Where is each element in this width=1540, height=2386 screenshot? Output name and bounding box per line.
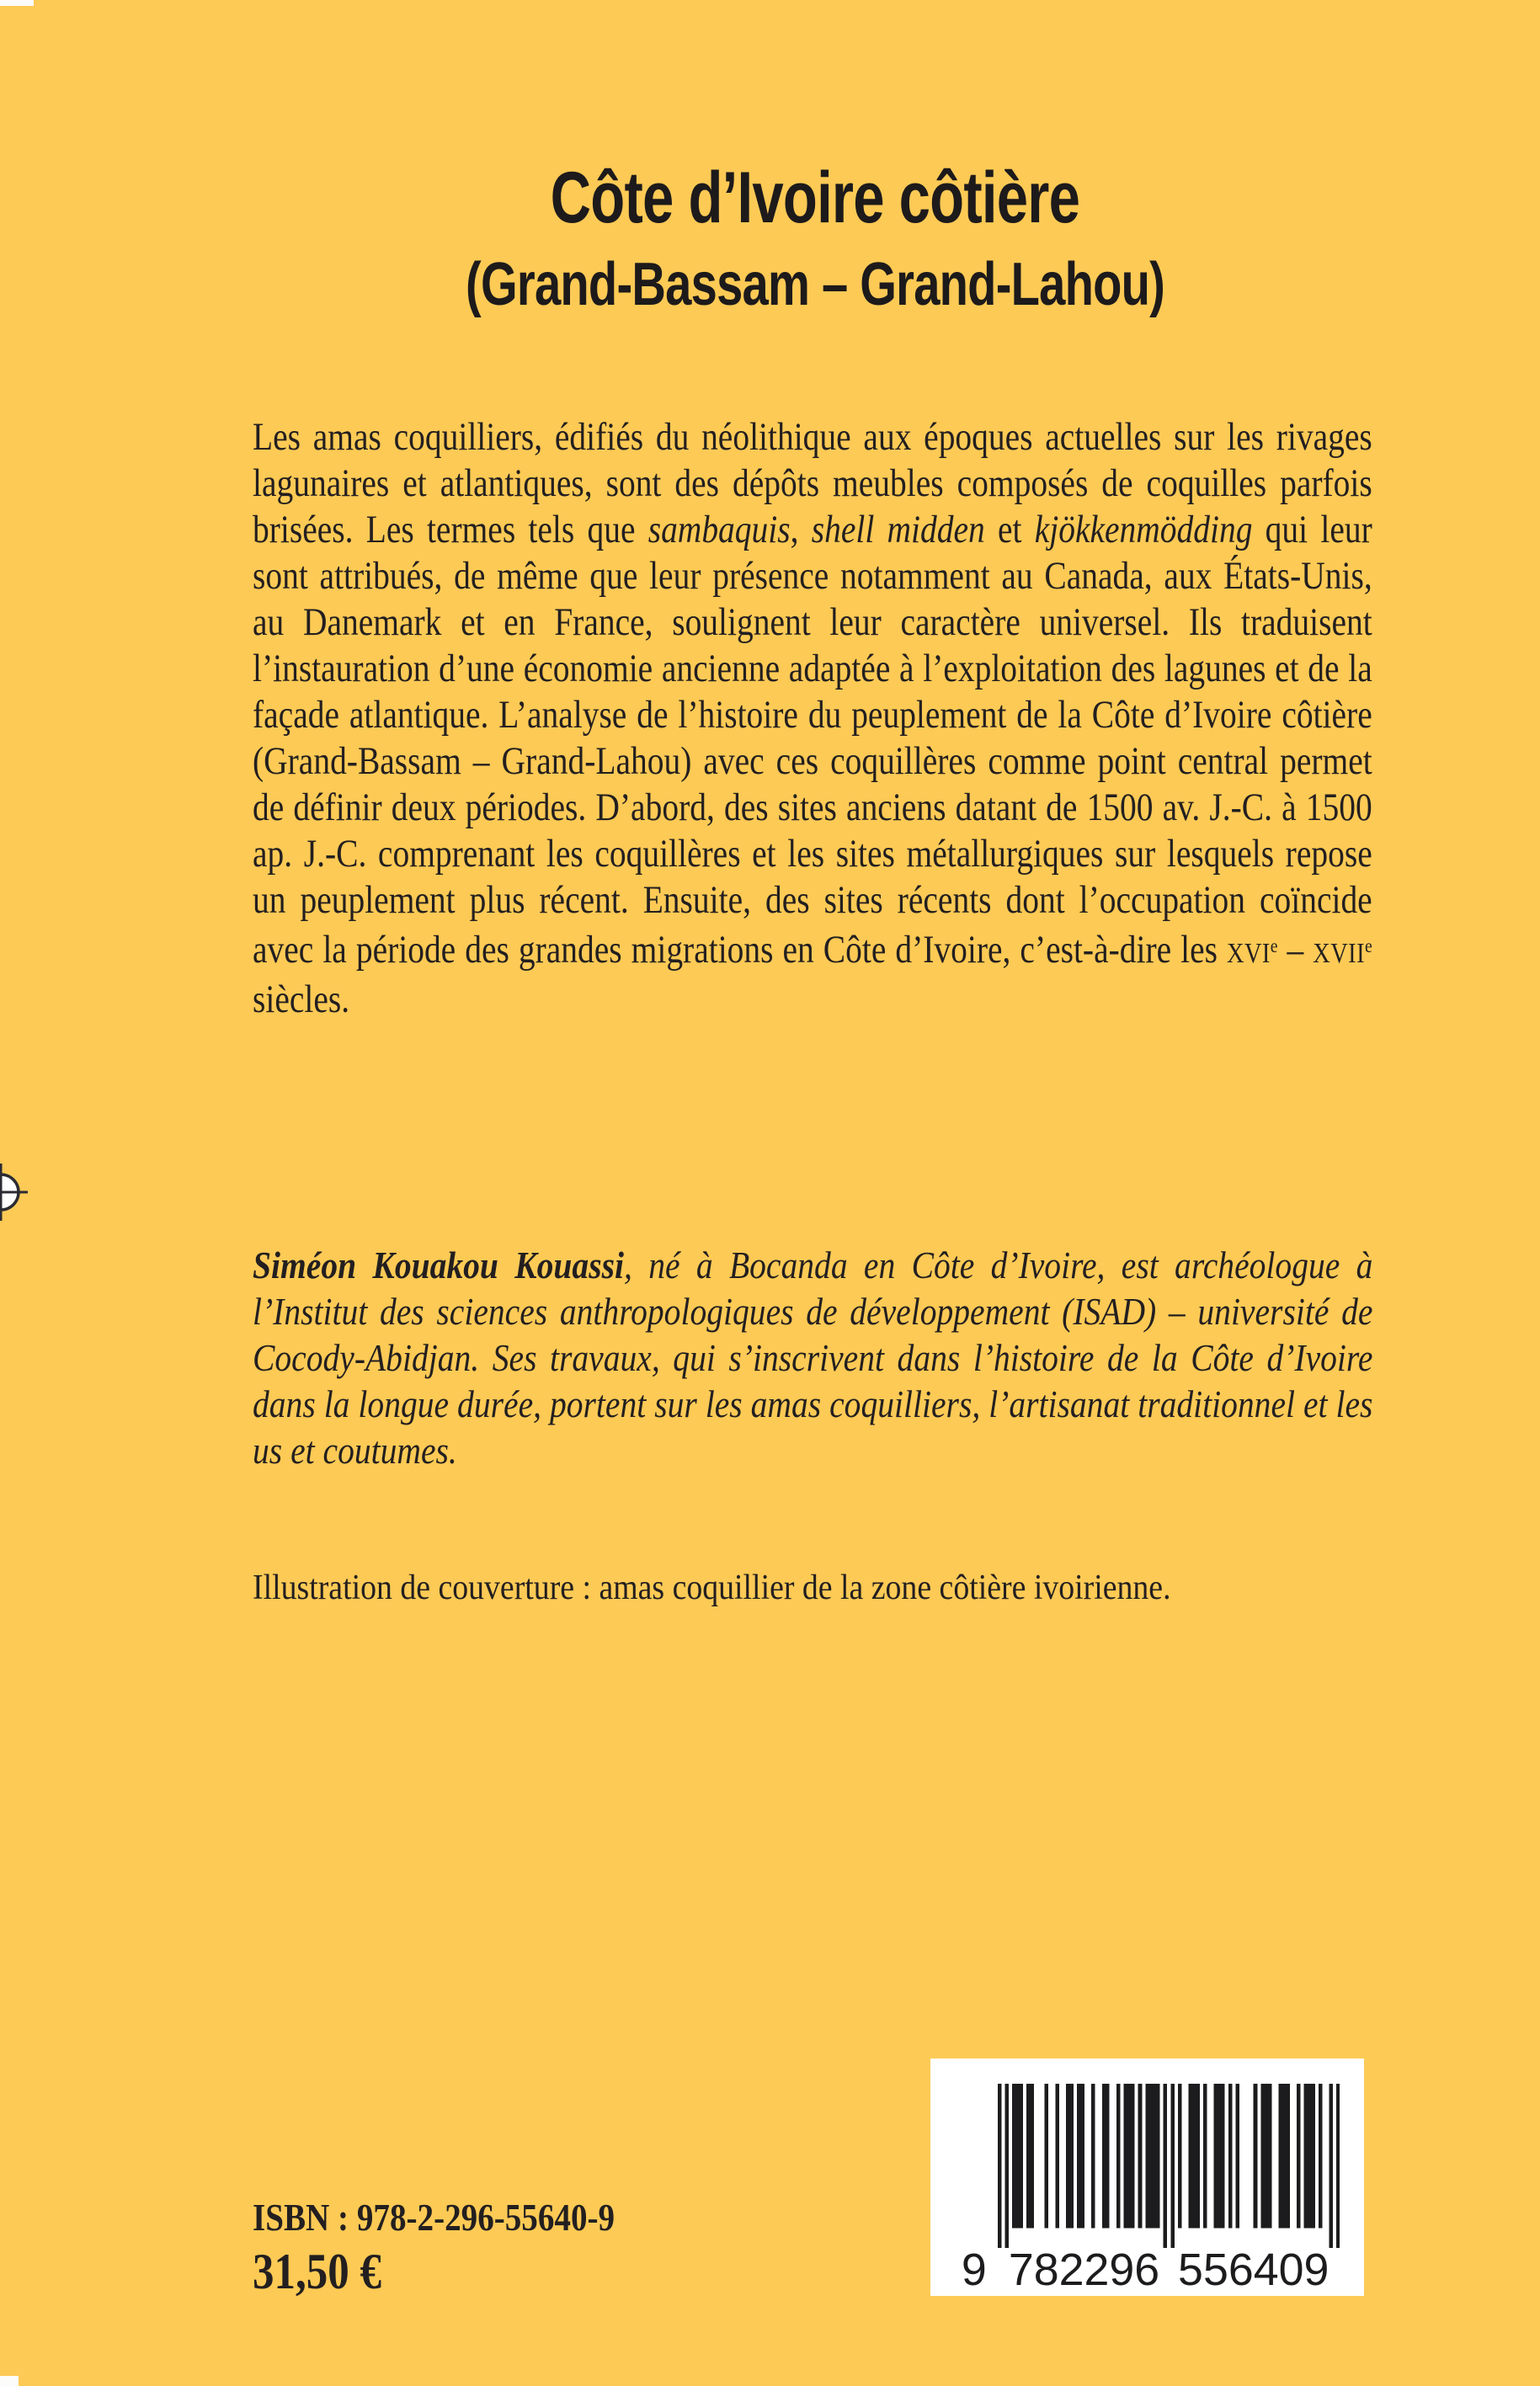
cover-illustration-note-text: Illustration de couverture : amas coquillier de la zone côtière ivoirienne. [253, 1568, 1171, 1607]
barcode-digits-group-1: 782296 [1008, 2244, 1160, 2287]
synopsis-paragraph [253, 414, 1372, 1023]
barcode-digits-group-2: 556409 [1178, 2244, 1330, 2287]
price-line [253, 2243, 404, 2301]
ean13-barcode [954, 2084, 1340, 2287]
isbn-line [253, 2195, 679, 2240]
cover-illustration-note [253, 1568, 1273, 1608]
author-bio-text: Siméon Kouakou Kouassi, né à Bocanda en Côte d’Ivoire, est archéologue à l’Institut des sciences anthropologiques de développement (ISAD) – université de Cocody-Abidjan. Ses travaux, qui s’inscrivent dans l’histoire de la Côte d’Ivoire dans la longue durée, portent sur les amas coquilliers, l’artisanat traditionnel et les us et coutumes. [253, 1244, 1373, 1472]
scan-artifact-bottom-left [0, 2376, 19, 2386]
book-subtitle [210, 251, 1420, 318]
header [210, 157, 1420, 318]
scan-artifact-top-left [0, 0, 34, 6]
isbn-text: ISBN : 978-2-296-55640-9 [253, 2196, 615, 2239]
book-title-text: Côte d’Ivoire côtière [550, 157, 1080, 238]
barcode-digits-group-0: 9 [961, 2244, 987, 2287]
synopsis-text: Les amas coquilliers, édifiés du néolithique aux époques actuelles sur les rivages lagunaires et atlantiques, sont des dépôts meubles composés de coquilles parfois brisées. Les termes tels que sambaquis, shell midden et kjökkenmödding qui leur sont attribués, de même que leur présence notamment au Canada, aux États-Unis, au Danemark et en France, soulignent leur caractère universel. Ils traduisent l’instauration d’une économie ancienne adaptée à l’exploitation des lagunes et de la façade atlantique. L’analyse de l’histoire du peuplement de la Côte d’Ivoire côtière (Grand-Bassam – Grand-Lahou) avec ces coquillères comme point central permet de définir deux périodes. D’abord, des sites anciens datant de 1500 av. J.-C. à 1500 ap. J.-C. comprenant les coquillères et les sites métallurgiques sur lesquels repose un peuplement plus récent. Ensuite, des sites récents dont l’occupation coïncide avec la période des grandes migrations en Côte d’Ivoire, c’est-à-dire les XVIe – XVIIe siècles. [253, 415, 1372, 1021]
book-title [210, 157, 1420, 238]
book-subtitle-text: (Grand-Bassam – Grand-Lahou) [465, 251, 1165, 318]
price-text: 31,50 € [253, 2244, 381, 2299]
registration-crosshair-icon [0, 1155, 39, 1229]
author-bio-paragraph [253, 1242, 1372, 1473]
barcode-panel [930, 2058, 1364, 2296]
